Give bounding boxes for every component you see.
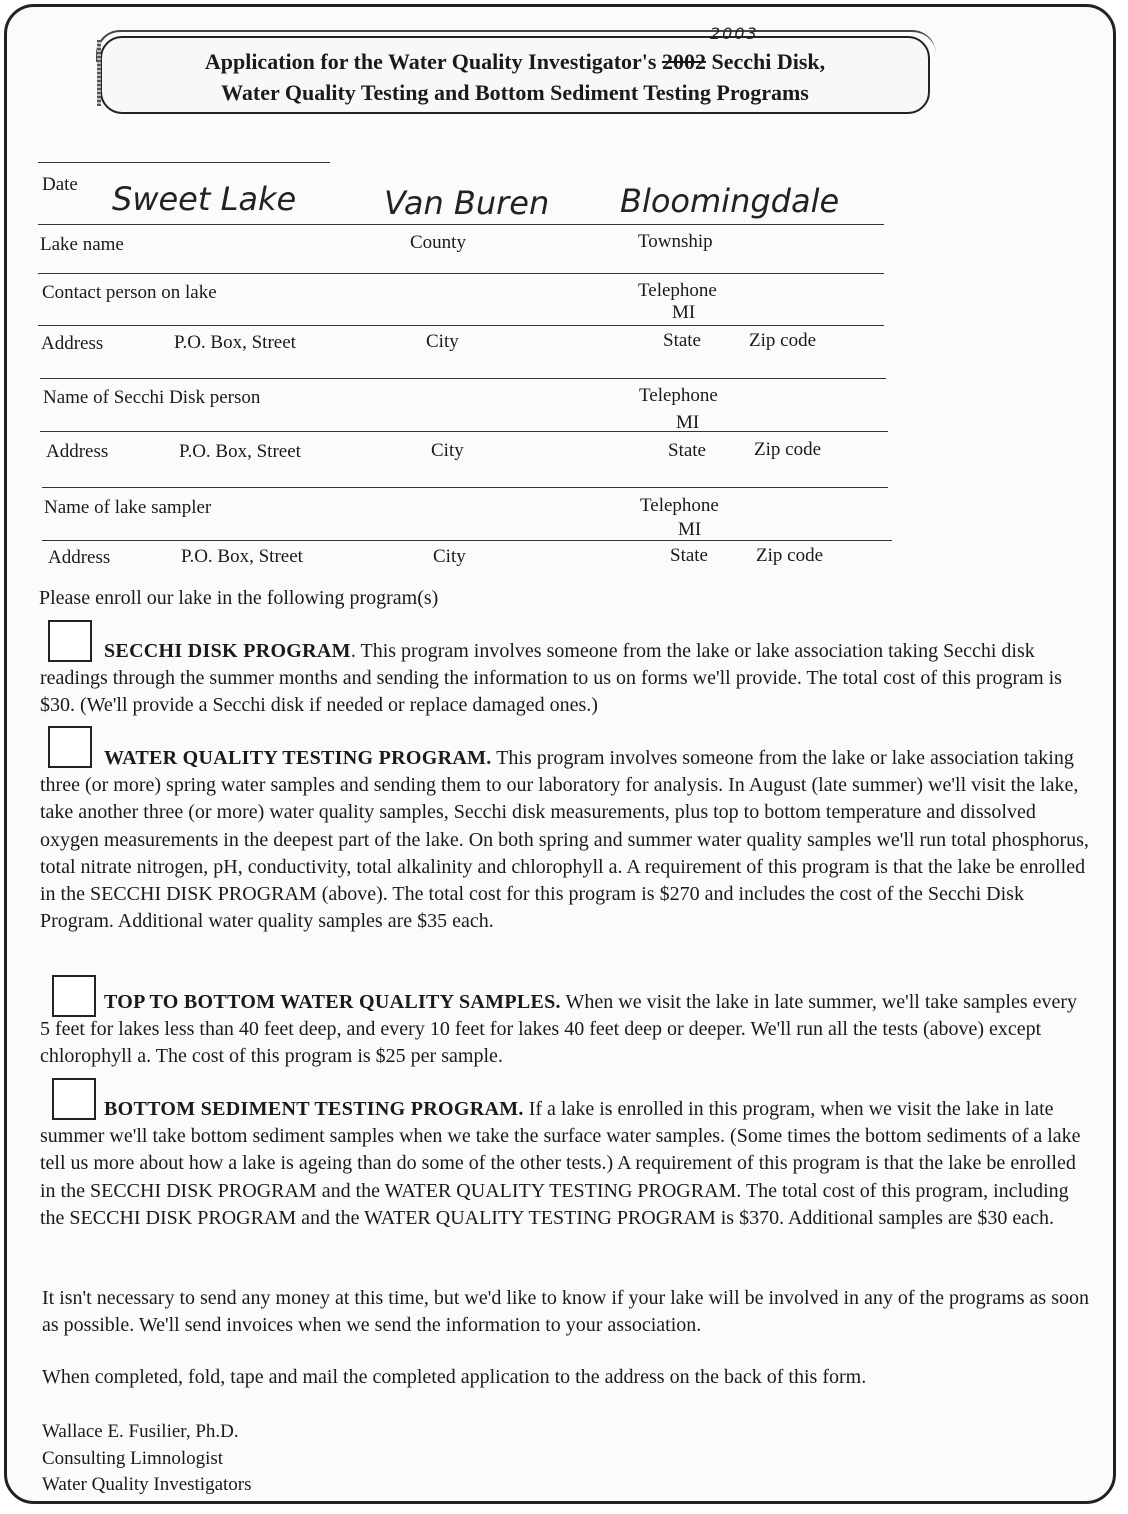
secchi-address-line — [40, 431, 888, 432]
signature-role: Consulting Limnologist — [42, 1447, 224, 1469]
secchi-state-mi: MI — [676, 412, 700, 433]
sampler-po-box-label: P.O. Box, Street — [181, 546, 303, 567]
sampler-telephone-label: Telephone — [640, 495, 719, 516]
county-label: County — [410, 232, 466, 253]
secchi-disk-program-body: . This program involves someone from the lake or lake association taking Secchi disk readings through the summer months and sending the information to us on forms we'll provide. The total cost of this program is $30. (We'll provide a Secchi disk if needed or replace damaged ones.) — [40, 640, 1062, 717]
title-box — [100, 36, 930, 114]
county-entry[interactable]: Van Buren — [384, 184, 550, 222]
contact-person-label: Contact person on lake — [42, 282, 217, 303]
date-line — [38, 162, 330, 163]
secchi-po-box-label: P.O. Box, Street — [179, 441, 301, 462]
signature-block — [42, 1419, 252, 1499]
signature-name: Wallace E. Fusilier, Ph.D. — [42, 1421, 239, 1442]
sampler-state-mi: MI — [678, 519, 702, 540]
contact-address-line — [38, 325, 884, 326]
secchi-address-label: Address — [46, 441, 109, 462]
top-to-bottom-samples-heading: TOP TO BOTTOM WATER QUALITY SAMPLES. — [104, 991, 561, 1013]
lake-name-entry[interactable]: Sweet Lake — [112, 180, 297, 218]
secchi-city-label: City — [431, 440, 464, 461]
top-to-bottom-samples-body: When we visit the lake in late summer, we'll take samples every 5 feet for lakes less than 40 feet deep, and every 10 feet for lakes 40 feet deep or deeper. We'll run all the tests (above) except chlorophyll a. The cost of this program is $25 per sample. — [40, 991, 1078, 1068]
lake-row-line — [38, 224, 884, 225]
secchi-row-line — [40, 378, 886, 379]
title-year-struck: 2002 — [661, 49, 706, 74]
top-to-bottom-samples-text — [40, 989, 1092, 1071]
page-title — [102, 46, 928, 108]
bottom-sediment-program-heading: BOTTOM SEDIMENT TESTING PROGRAM. — [104, 1098, 524, 1120]
bottom-sediment-program-body: If a lake is enrolled in this program, when we visit the lake in late summer we'll take bottom sediment samples when we take the surface water samples. (Some times the bottom sediments of a lake tell us more about how a lake is ageing than do some of the other tests.) A requirement of this program is that the lake be enrolled in the SECCHI DISK PROGRAM and the WATER QUALITY TESTING PROGRAM. The total cost of this program, including the SECCHI DISK PROGRAM and the WATER QUALITY TESTING PROGRAM is $370. Additional samples are $30 each. — [40, 1098, 1081, 1229]
signature-org: Water Quality Investigators — [42, 1474, 252, 1495]
contact-state-label: State — [663, 330, 701, 351]
secchi-state-label: State — [668, 440, 706, 461]
handwritten-year: 2003 — [710, 24, 759, 43]
township-label: Township — [638, 231, 713, 252]
contact-state-mi: MI — [672, 302, 696, 323]
contact-telephone-label: Telephone — [638, 280, 717, 301]
secchi-disk-program-text — [40, 638, 1092, 720]
secchi-disk-program-heading: SECCHI DISK PROGRAM — [104, 640, 351, 662]
note-mail: When completed, fold, tape and mail the completed application to the address on the back of this form. — [42, 1366, 867, 1388]
sampler-state-label: State — [670, 545, 708, 566]
sampler-address-label: Address — [48, 547, 111, 568]
secchi-person-label: Name of Secchi Disk person — [43, 387, 261, 408]
sampler-row-line — [42, 487, 888, 488]
sampler-address-line — [42, 540, 892, 541]
contact-po-box-label: P.O. Box, Street — [174, 332, 296, 353]
note-money: It isn't necessary to send any money at this time, but we'd like to know if your lake will be involved in any of the programs as soon as possible. We'll send invoices when we send the information to your association. — [42, 1287, 1090, 1337]
sampler-city-label: City — [433, 546, 466, 567]
lake-sampler-label: Name of lake sampler — [44, 497, 212, 518]
date-label: Date — [42, 174, 78, 195]
contact-row-line — [38, 273, 884, 274]
water-quality-program-text — [40, 745, 1092, 935]
enroll-prompt: Please enroll our lake in the following program(s) — [39, 587, 439, 609]
contact-city-label: City — [426, 331, 459, 352]
bottom-sediment-program-text — [40, 1096, 1092, 1232]
water-quality-program-heading: WATER QUALITY TESTING PROGRAM. — [104, 747, 492, 769]
township-entry[interactable]: Bloomingdale — [620, 182, 840, 220]
title-line2: Water Quality Testing and Bottom Sediment Testing Programs — [221, 80, 809, 105]
sampler-zip-label: Zip code — [756, 545, 824, 566]
lake-name-label: Lake name — [40, 234, 124, 255]
contact-address-label: Address — [41, 333, 104, 354]
secchi-telephone-label: Telephone — [639, 385, 718, 406]
title-line1-pre: Application for the Water Quality Investigator's — [204, 49, 662, 74]
water-quality-program-body: This program involves someone from the lake or lake association taking three (or more) spring water samples and sending them to our laboratory for analysis. In August (late summer) we'll visit the lake, take another three (or more) water quality samples, Secchi disk measurements, plus top to bottom temperature and dissolved oxygen measurements in the deepest part of the lake. On both spring and summer water quality samples we'll run total phosphorus, total nitrate nitrogen, pH, conductivity, total alkalinity and chlorophyll a. A requirement of this program is that the lake be enrolled in the SECCHI DISK PROGRAM (above). The total cost for this program is $270 and includes the cost of the Secchi Disk Program. Additional water quality samples are $35 each. — [40, 747, 1089, 933]
title-line1-post: Secchi Disk, — [705, 49, 826, 74]
secchi-zip-label: Zip code — [754, 439, 822, 460]
contact-zip-label: Zip code — [749, 330, 817, 351]
